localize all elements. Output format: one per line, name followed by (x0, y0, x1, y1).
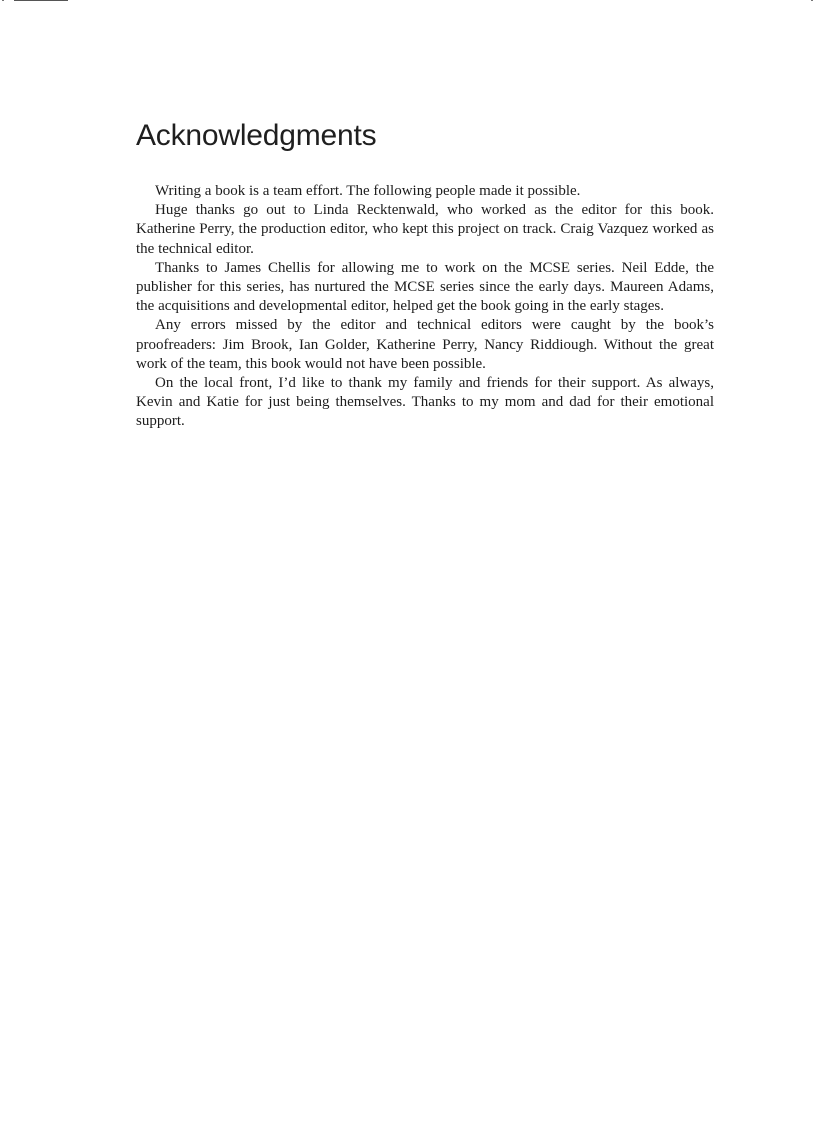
crop-mark-left (2, 0, 4, 1)
paragraph-series: Thanks to James Chellis for allowing me to work on the MCSE series. Neil Edde, the publisher for this series, has nurtured the MCSE series since the early days. Maureen Adams, the acquisitions and developmental editor, helped get the book going in the early stages. (136, 259, 714, 315)
paragraph-proofreaders: Any errors missed by the editor and technical editors were caught by the book’s proofreaders: Jim Brook, Ian Golder, Katherine Perry, Nancy Riddiough. Without the great work of the team, this book would not have been possible. (136, 317, 714, 372)
paragraph-family: On the local front, I’d like to thank my family and friends for their support. As always, Kevin and Katie for just being themselves. Thanks to my mom and dad for their emotional support. (136, 375, 714, 430)
acknowledgments-page (136, 118, 714, 432)
paragraph-editors: Huge thanks go out to Linda Recktenwald, who worked as the editor for this book. Katherine Perry, the production editor, who kept this project on track. Craig Vazquez worked as the technical editor. (136, 202, 714, 257)
paragraph-intro: Writing a book is a team effort. The following people made it possible. (155, 183, 581, 199)
crop-mark-right (811, 0, 813, 1)
crop-mark-line (14, 0, 68, 1)
acknowledgments-body (136, 182, 714, 432)
page-title: Acknowledgments (136, 119, 377, 152)
